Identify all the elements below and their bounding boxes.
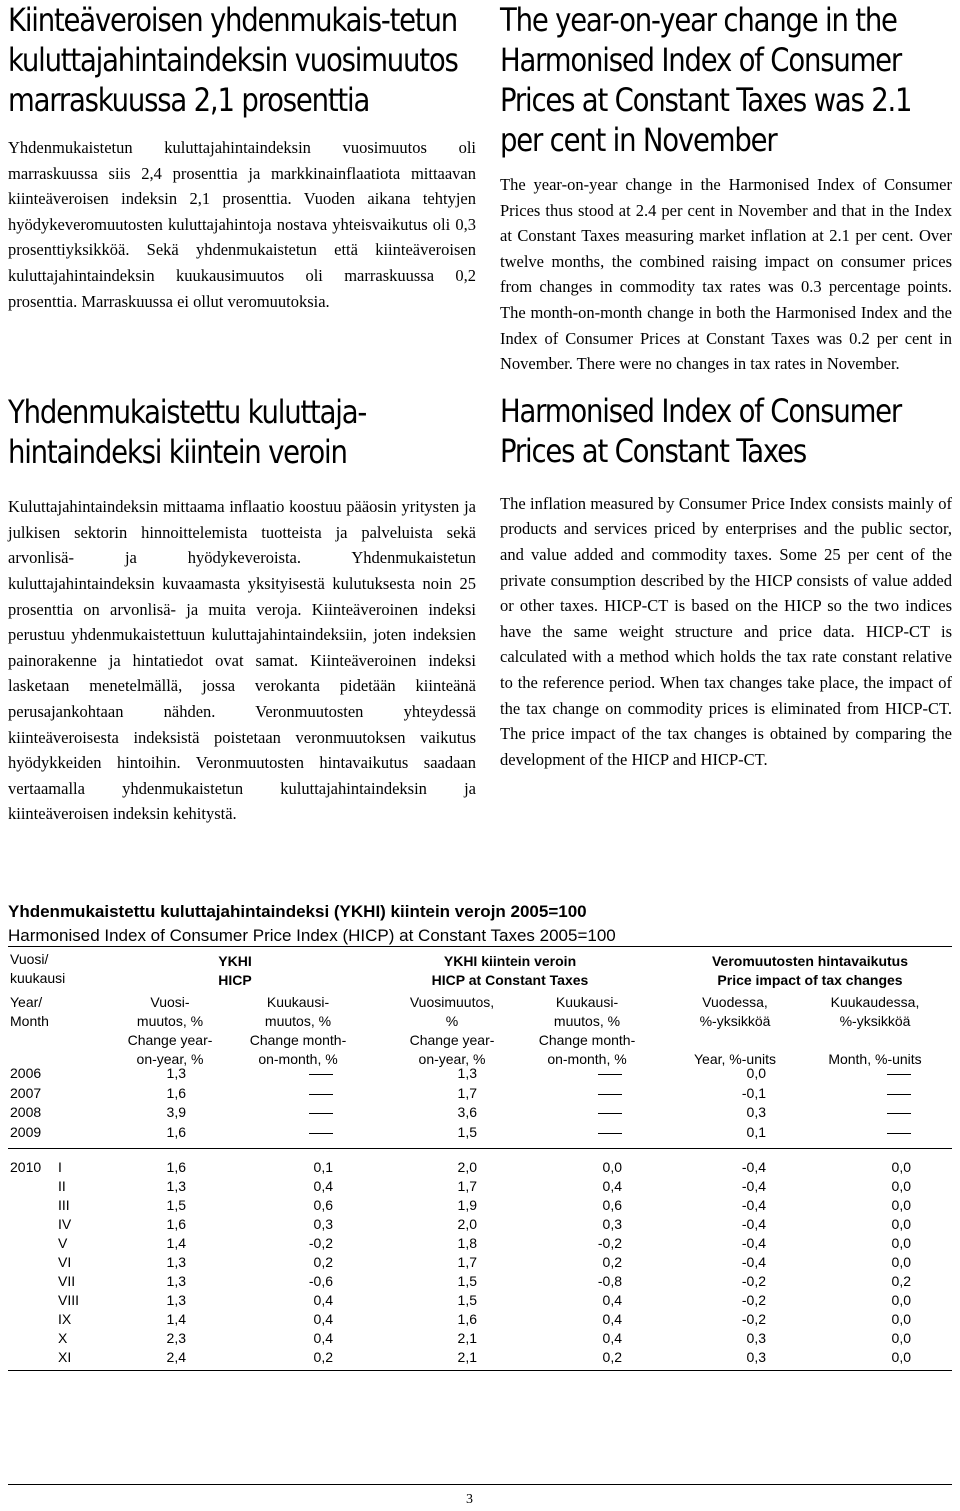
month-cell-c2: 0,6 [313,1197,333,1213]
subheader-c6-line1: %-yksikköä [839,1013,911,1029]
page-bottom-rule [8,1484,952,1485]
annual-year: 2006 [10,1065,42,1081]
subheader-c3-line1: % [445,1013,459,1029]
annual-cell-c3: 1,5 [457,1123,477,1140]
header-tax-fi: Veromuutosten hintavaikutus [711,953,909,969]
annual-cell-c5: -0,1 [741,1084,766,1101]
month-cell-c5: -0,4 [741,1254,766,1270]
annual-cell-c5: 0,1 [746,1123,766,1140]
month-cell-c1: 1,4 [166,1311,186,1327]
month-label: XI [58,1349,72,1365]
month-cell-c6: 0,0 [891,1292,911,1308]
annual-dash-c4 [598,1113,622,1114]
subheader-c5-line0: Vuodessa, [702,994,768,1010]
month-cell-c4: 0,4 [602,1330,622,1346]
header-period-fi: Vuosi/ [10,951,49,967]
month-cell-c1: 1,4 [166,1235,186,1251]
month-cell-c6: 0,0 [891,1311,911,1327]
annual-dash-c2 [309,1133,333,1134]
month-cell-c2: 0,3 [313,1216,333,1232]
month-cell-c4: 0,0 [602,1159,622,1175]
month-cell-c1: 1,3 [166,1292,186,1308]
month-cell-c2: 0,4 [313,1311,333,1327]
month-cell-c3: 2,1 [457,1330,477,1346]
month-cell-c3: 2,0 [457,1216,477,1232]
annual-cell-c5: 0,0 [746,1065,766,1081]
month-cell-c5: -0,2 [741,1311,766,1327]
annual-cell-c1: 3,9 [166,1104,186,1120]
month-cell-c4: 0,6 [602,1197,622,1213]
annual-year: 2007 [10,1084,42,1101]
subheader-c4-line2: Change month- [538,1032,636,1048]
monthly-year: 2010 [10,1159,42,1175]
heading-fi-2: Yhdenmukaistettu kuluttaja-hintaindeksi kiintein veroin [8,393,367,472]
month-cell-c6: 0,0 [891,1235,911,1251]
paragraph-fi-1: Yhdenmukaistetun kuluttajahintaindeksin vuosimuutos oli marraskuussa siis 2,4 prosenttia ja markkinainflaatiota mittaavan kiinteäveroisen indeksin 2,1 prosenttia. Vuoden aikana tehtyjen hyödykeveromuutosten kuluttajahintoja nostava yhteisvaikutus oli 0,3 prosenttiyksikköä. Sekä yhdenmukaistetun että kiinteäveroisen kuluttajahintaindeksin kuukausimuutos oli marraskuussa 0,2 prosenttia. Marraskuussa ei ollut veromuutoksia. [8,138,476,311]
month-cell-c2: -0,2 [308,1235,333,1251]
header-ykhi: YKHI [218,953,252,969]
english-column [500,0,952,772]
month-cell-c2: -0,6 [308,1273,333,1289]
annual-dash-c6 [887,1074,911,1075]
month-cell-c4: 0,3 [602,1216,622,1232]
month-cell-c6: 0,0 [891,1216,911,1232]
table-title-fi: Yhdenmukaistettu kuluttajahintaindeksi (YKHI) kiintein verojn 2005=100 [8,902,587,921]
month-cell-c5: 0,3 [746,1330,766,1346]
header-period-en: Year/ [10,994,43,1010]
paragraph-fi-2: Kuluttajahintaindeksin mittaama inflaatio koostuu pääosin yritysten ja julkisen sektorin hinnoittelemista tuotteista ja palveluista sekä arvonlisä- ja hyödykeveroista. Yhdenmukaistetun kuluttajahintaindeksin kuvaamasta yksityisestä kulutuksesta noin 25 prosenttia on arvonlisä- ja muita veroja. Kiinteäveroinen indeksi perustuu yhdenmukaistettuun kuluttajahintaindeksiin, joten indeksien painorakenne ja hintatiedot ovat samat. Kiinteäveroinen indeksi lasketaan menetelmällä, jossa verokanta pidetään kiinteänä perusajankohtaan nähden. Veronmuutosten yhteydessä kiinteäveroisesta indeksistä poistetaan veronmuutoksen vaikutus hyödykkeiden hintoihin. Veronmuutosten hintavaikutus saadaan vertaamalla yhdenmukaistetun kuluttajahintaindeksin ja kiinteäveroisen indeksin kehitystä. [8,497,476,824]
annual-year: 2008 [10,1104,42,1120]
month-cell-c3: 1,5 [457,1292,477,1308]
month-cell-c4: -0,2 [597,1235,622,1251]
header-tax-en: Price impact of tax changes [717,972,903,988]
month-cell-c3: 1,8 [457,1235,477,1251]
annual-cell-c5: 0,3 [746,1104,766,1120]
month-cell-c1: 1,6 [166,1216,186,1232]
header-period-en-2: Month [10,1013,49,1029]
month-label: V [58,1235,68,1251]
month-label: I [58,1159,62,1175]
annual-dash-c6 [887,1113,911,1114]
paragraph-en-1: The year-on-year change in the Harmonised Index of Consumer Prices thus stood at 2.4 per cent in November and that in the Index at Constant Taxes measuring market inflation at 2.1 per cent. Over twelve months, the combined raising impact on consumer prices from changes in commodity tax rates was 0.3 percentage points. The month-on-month change in both the Harmonised Index and the Index of Consumer Prices at Constant Taxes was 0.2 per cent in November. There were no changes in tax rates in November. [500,175,952,374]
table-top-rule [8,946,952,947]
month-cell-c3: 1,7 [457,1254,477,1270]
month-cell-c5: -0,2 [741,1292,766,1308]
month-cell-c4: -0,8 [597,1273,622,1289]
month-cell-c2: 0,4 [313,1178,333,1194]
month-cell-c3: 1,6 [457,1311,477,1327]
month-cell-c5: -0,4 [741,1197,766,1213]
heading-en-2: Harmonised Index of Consumer Prices at Constant Taxes [500,391,902,470]
header-ykhi-ct: YKHI kiintein veroin [443,953,577,969]
month-cell-c1: 1,3 [166,1178,186,1194]
month-cell-c2: 0,2 [313,1254,333,1270]
month-label: IX [58,1311,72,1327]
subheader-c2-line3: on-month, % [258,1051,338,1067]
annual-cell-c3: 1,3 [457,1065,477,1081]
annual-cell-c3: 1,7 [457,1084,477,1101]
month-cell-c1: 2,4 [166,1349,186,1365]
annual-cell-c1: 1,3 [166,1065,186,1081]
heading-en-1: The year-on-year change in the Harmonised Index of Consumer Prices at Constant Taxes was 2.1 per cent in November [500,1,912,159]
month-cell-c1: 1,6 [166,1159,186,1175]
month-cell-c1: 2,3 [166,1330,186,1346]
month-cell-c3: 2,0 [457,1159,477,1175]
annual-year: 2009 [10,1123,42,1140]
month-cell-c4: 0,4 [602,1311,622,1327]
subheader-c6-line0: Kuukaudessa, [830,994,920,1010]
month-label: III [58,1197,70,1213]
subheader-c5-line3: Year, %-units [694,1051,776,1067]
subheader-c4-line1: muutos, % [553,1013,621,1029]
annual-cell-c1: 1,6 [166,1084,186,1101]
header-period-fi-2: kuukausi [10,970,66,986]
paragraph-en-2: The inflation measured by Consumer Price Index consists mainly of products and services priced by enterprises and the public sector, and value added and commodity taxes. Some 25 per cent of the private consumption described by the HICP consists of value added or other taxes. HICP-CT is based on the HICP so the two indices have the same weight structure and price data. HICP-CT is calculated with a method which holds the tax rate constant relative to the reference period. When tax changes take place, the impact of the tax change on commodity prices is eliminated from HICP-CT. The price impact of the tax changes is obtained by comparing the development of the HICP and HICP-CT. [500,493,952,769]
annual-dash-c4 [598,1074,622,1075]
annual-dash-c6 [887,1094,911,1095]
month-label: VIII [58,1292,80,1308]
header-hicp-ct: HICP at Constant Taxes [431,972,589,988]
month-cell-c3: 1,5 [457,1273,477,1289]
subheader-c4-line3: on-month, % [547,1051,627,1067]
month-cell-c5: -0,2 [741,1273,766,1289]
subheader-c3-line0: Vuosimuutos, [409,994,495,1010]
table-title-en: Harmonised Index of Consumer Price Index (HICP) at Constant Taxes 2005=100 [8,926,616,945]
month-label: X [58,1330,68,1346]
annual-dash-c2 [309,1094,333,1095]
heading-fi-1: Kiinteäveroisen yhdenmukais-tetun kuluttajahintaindeksin vuosimuutos marraskuussa 2,1 prosenttia [8,1,458,119]
month-cell-c6: 0,2 [891,1273,911,1289]
subheader-c1-line3: on-year, % [136,1051,204,1067]
month-cell-c1: 1,3 [166,1254,186,1270]
finnish-column [8,0,476,827]
annual-dash-c4 [598,1094,622,1095]
month-cell-c6: 0,0 [891,1349,911,1365]
subheader-c5-line1: %-yksikköä [699,1013,771,1029]
subheader-c6-line3: Month, %-units [828,1051,922,1067]
month-cell-c4: 0,4 [602,1178,622,1194]
month-cell-c2: 0,4 [313,1330,333,1346]
month-cell-c2: 0,1 [313,1159,333,1175]
month-cell-c1: 1,3 [166,1273,186,1289]
annual-dash-c6 [887,1133,911,1134]
month-cell-c5: -0,4 [741,1235,766,1251]
table-mid-rule [8,1148,952,1149]
month-cell-c5: -0,4 [741,1159,766,1175]
subheader-c3-line3: on-year, % [418,1051,486,1067]
month-label: II [58,1178,66,1194]
header-hicp: HICP [218,972,252,988]
month-cell-c3: 2,1 [457,1349,477,1365]
month-cell-c6: 0,0 [891,1330,911,1346]
subheader-c3-line2: Change year- [409,1032,495,1048]
month-cell-c5: -0,4 [741,1216,766,1232]
month-label: VII [58,1273,76,1289]
subheader-c1-line0: Vuosi- [150,994,190,1010]
annual-dash-c2 [309,1113,333,1114]
page-number: 3 [466,1492,473,1507]
month-cell-c3: 1,9 [457,1197,477,1213]
month-cell-c6: 0,0 [891,1254,911,1270]
subheader-c2-line2: Change month- [249,1032,347,1048]
subheader-c2-line0: Kuukausi- [266,994,330,1010]
subheader-c1-line1: muutos, % [136,1013,204,1029]
month-cell-c4: 0,2 [602,1254,622,1270]
month-cell-c6: 0,0 [891,1159,911,1175]
month-cell-c3: 1,7 [457,1178,477,1194]
month-label: VI [58,1254,72,1270]
month-cell-c1: 1,5 [166,1197,186,1213]
annual-dash-c4 [598,1133,622,1134]
month-cell-c4: 0,4 [602,1292,622,1308]
subheader-c2-line1: muutos, % [264,1013,332,1029]
table-bottom-rule [8,1370,952,1371]
subheader-c1-line2: Change year- [127,1032,213,1048]
month-cell-c5: 0,3 [746,1349,766,1365]
month-label: IV [58,1216,72,1232]
annual-dash-c2 [309,1074,333,1075]
month-cell-c5: -0,4 [741,1178,766,1194]
month-cell-c6: 0,0 [891,1197,911,1213]
annual-cell-c1: 1,6 [166,1123,186,1140]
month-cell-c2: 0,4 [313,1292,333,1308]
month-cell-c6: 0,0 [891,1178,911,1194]
subheader-c4-line0: Kuukausi- [555,994,619,1010]
annual-cell-c3: 3,6 [457,1104,477,1120]
month-cell-c4: 0,2 [602,1349,622,1365]
month-cell-c2: 0,2 [313,1349,333,1365]
